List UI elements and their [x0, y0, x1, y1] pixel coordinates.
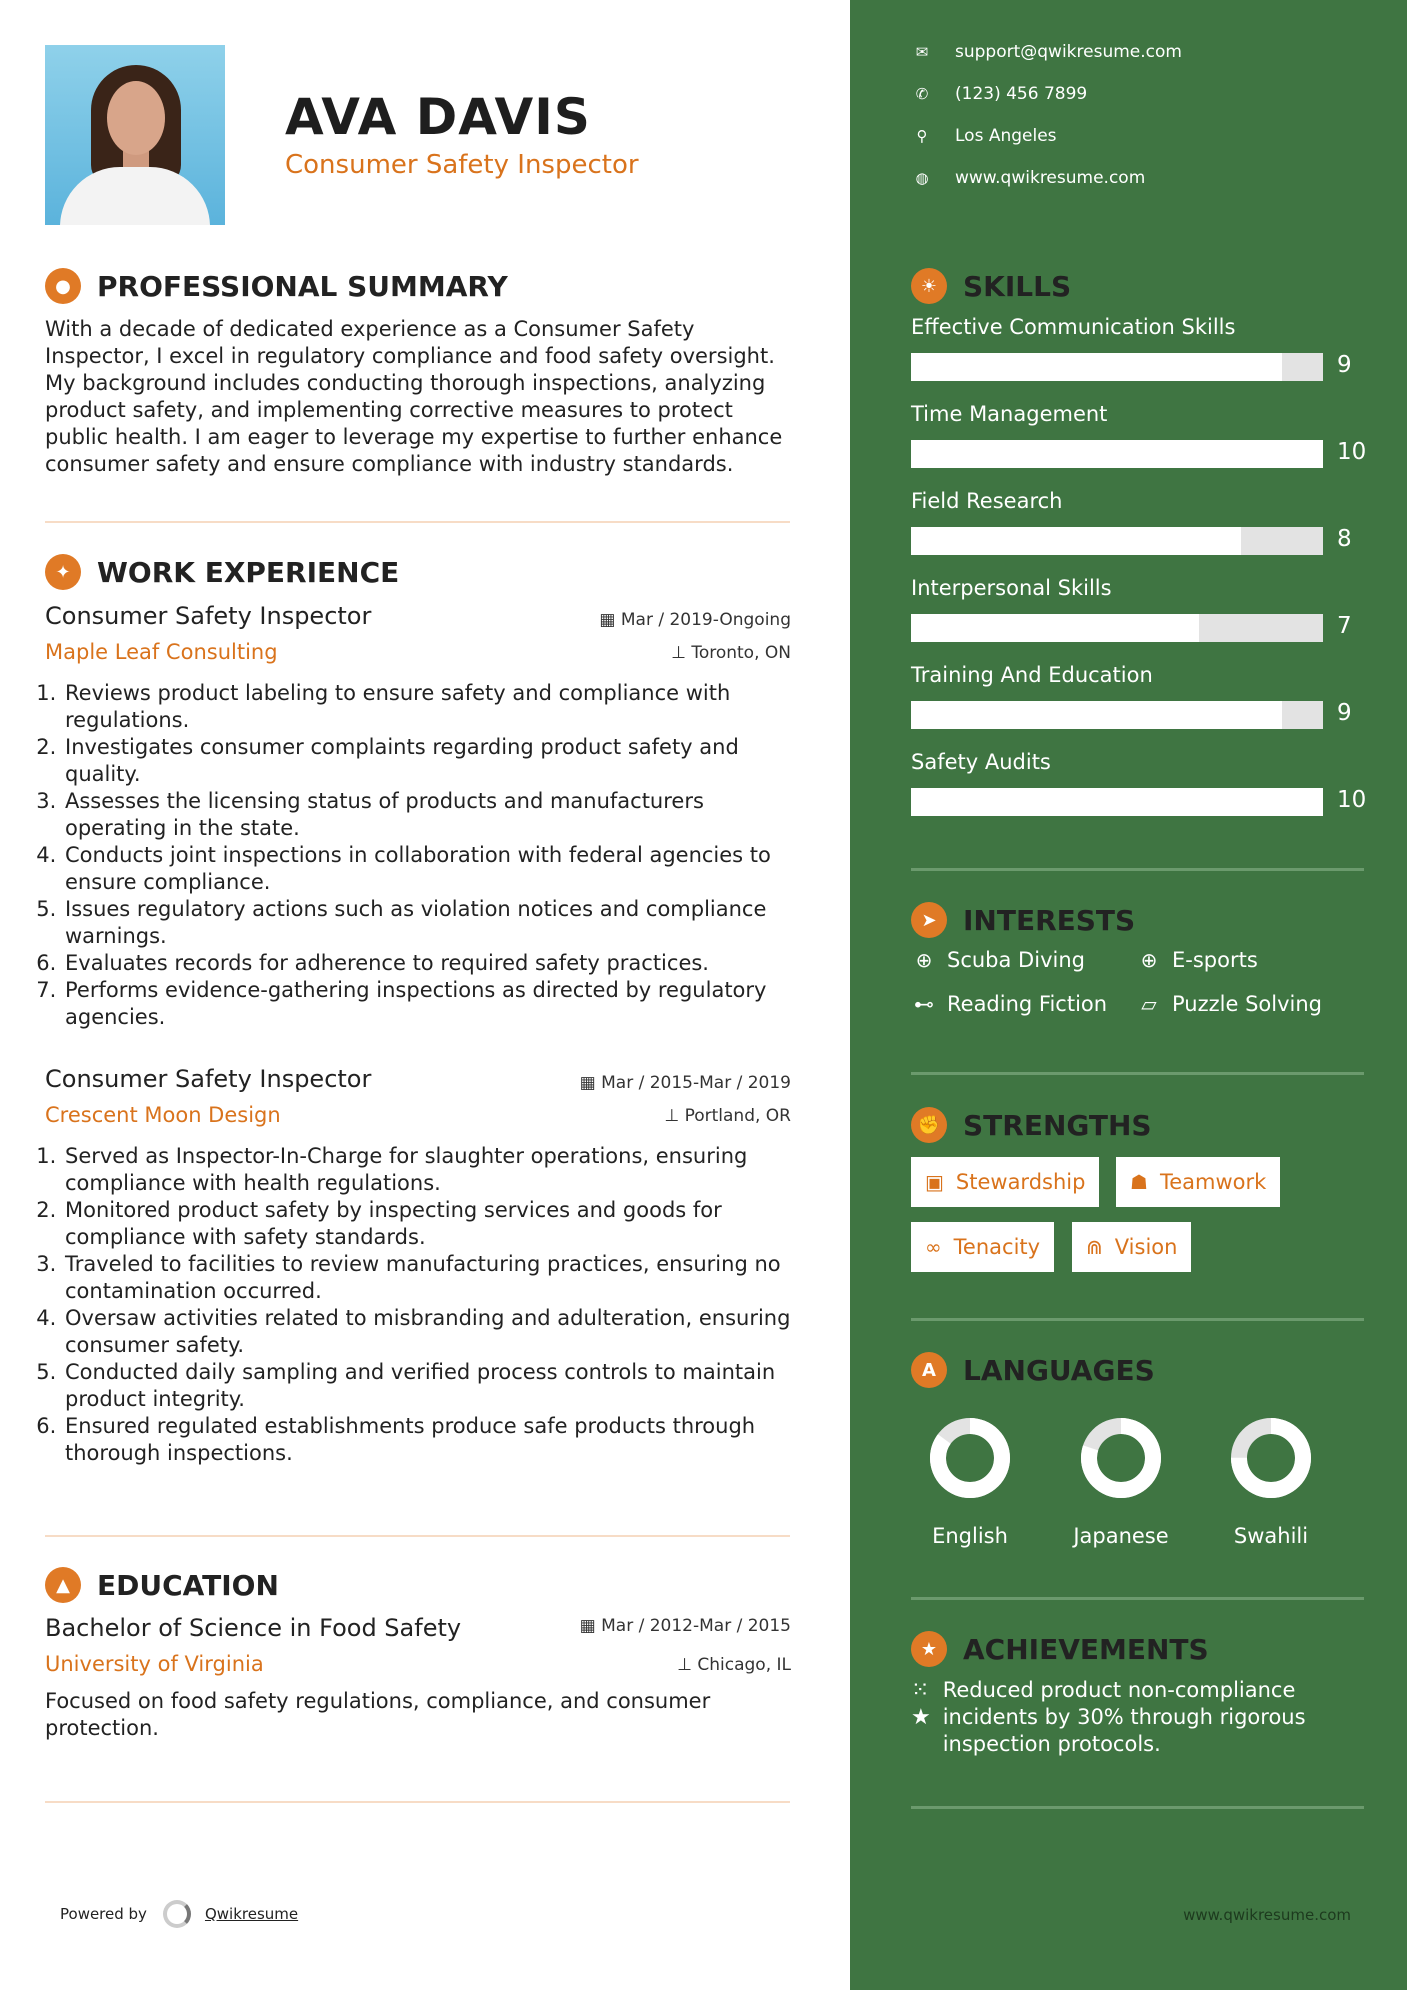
contact-website[interactable] — [911, 168, 1145, 188]
skill-name: Safety Audits — [911, 750, 1051, 774]
footer-website[interactable]: www.qwikresume.com — [1183, 1906, 1351, 1924]
language-ring — [928, 1416, 1012, 1500]
duty-item: 4. Conducts joint inspections in collaboration with federal agencies to ensure compliance. — [63, 842, 803, 896]
skills-heading — [911, 268, 1071, 304]
sidebar-divider — [911, 1318, 1364, 1321]
education-heading — [45, 1567, 279, 1603]
strengths-title: STRENGTHS — [963, 1108, 1152, 1142]
phone-icon: ✆ — [915, 85, 929, 103]
contact-email[interactable] — [911, 42, 1182, 62]
duty-item: 4. Oversaw activities related to misbranding and adulteration, ensuring consumer safety. — [63, 1305, 803, 1359]
users-icon: ☗ — [1130, 1170, 1148, 1194]
briefcase-icon: ▣ — [925, 1170, 944, 1194]
job-location-text: Toronto, ON — [691, 643, 791, 663]
interest-item — [911, 948, 1085, 972]
languages-heading — [911, 1352, 1155, 1388]
candidate-name: AVA DAVIS — [285, 88, 591, 146]
summary-text: With a decade of dedicated experience as a Consumer Safety Inspector, I excel in regulatory compliance and food safety oversight. My background includes conducting thorough inspections, analyzing product safety, and implementing corrective measures to protect public health. I am eager to leverage my expertise to further enhance consumer safety and ensure compliance with industry standards. — [45, 317, 783, 476]
contact-website-text: www.qwikresume.com — [955, 168, 1146, 188]
school-name: University of Virginia — [45, 1652, 264, 1676]
degree-title: Bachelor of Science in Food Safety — [45, 1614, 462, 1642]
skills-title: SKILLS — [963, 269, 1072, 303]
section-divider — [45, 521, 790, 523]
interest-item — [1136, 992, 1322, 1016]
pin-icon: ⊥ — [677, 1655, 698, 1675]
interest-label: Scuba Diving — [947, 948, 1085, 972]
job-location — [671, 643, 791, 663]
brand-link[interactable]: Qwikresume — [204, 1905, 299, 1923]
strength-label: Vision — [1114, 1235, 1178, 1259]
lightbulb-icon: ☀ — [911, 268, 947, 304]
duty-item: 5. Issues regulatory actions such as violation notices and compliance warnings. — [63, 896, 803, 950]
job-location — [664, 1106, 791, 1126]
job-company: Maple Leaf Consulting — [45, 640, 278, 664]
duty-item: 7. Performs evidence-gathering inspections as directed by regulatory agencies. — [63, 977, 803, 1031]
experience-heading — [45, 554, 399, 590]
book-icon: ▱ — [1141, 992, 1157, 1016]
skill-value: 10 — [1337, 439, 1367, 465]
sidebar-divider — [911, 1072, 1364, 1075]
skill-bar — [911, 701, 1323, 729]
pin-icon: ⊥ — [671, 643, 692, 663]
skill-name: Field Research — [911, 489, 1063, 513]
education-location — [677, 1655, 791, 1675]
binoculars-icon: ⋒ — [1086, 1235, 1103, 1259]
education-description: Focused on food safety regulations, compliance, and consumer protection. — [45, 1689, 711, 1740]
skill-name: Time Management — [911, 402, 1108, 426]
email-icon: ✉ — [915, 43, 929, 61]
interests-heading — [911, 902, 1135, 938]
duty-item: 2. Investigates consumer complaints regarding product safety and quality. — [63, 734, 803, 788]
skill-value: 8 — [1337, 526, 1352, 552]
strength-label: Stewardship — [955, 1170, 1086, 1194]
interest-label: Reading Fiction — [947, 992, 1108, 1016]
skill-bar — [911, 440, 1323, 468]
duty-item: 3. Assesses the licensing status of products and manufacturers operating in the state. — [63, 788, 803, 842]
fist-icon: ✊ — [911, 1107, 947, 1143]
section-divider — [45, 1535, 790, 1537]
job-duties — [45, 680, 803, 1031]
education-date — [580, 1616, 791, 1636]
language-name: Japanese — [1073, 1524, 1169, 1548]
graduation-cap-icon: ▲ — [45, 1567, 81, 1603]
star-badge-icon: ★ — [911, 1631, 947, 1667]
star-icon: ⁙★ — [911, 1678, 931, 1730]
job-date-text: Mar / 2015-Mar / 2019 — [601, 1073, 791, 1093]
job-duties — [45, 1143, 803, 1467]
language-ring — [1229, 1416, 1313, 1500]
job-date — [599, 610, 791, 630]
powered-by — [60, 1900, 298, 1928]
sidebar-divider — [911, 868, 1364, 871]
qwikresume-logo-icon — [163, 1900, 191, 1928]
skill-bar — [911, 614, 1323, 642]
skill-bar-fill — [911, 440, 1323, 468]
strength-badge — [911, 1157, 1099, 1207]
summary-title: PROFESSIONAL SUMMARY — [97, 269, 508, 303]
education-title: EDUCATION — [97, 1568, 279, 1602]
contact-location-text: Los Angeles — [955, 126, 1057, 146]
duty-item: 6. Evaluates records for adherence to required safety practices. — [63, 950, 803, 977]
duty-item: 3. Traveled to facilities to review manufacturing practices, ensuring no contamination occurred. — [63, 1251, 803, 1305]
paper-plane-icon: ➤ — [911, 902, 947, 938]
education-location-text: Chicago, IL — [697, 1655, 791, 1675]
profile-photo — [45, 45, 225, 225]
interests-title: INTERESTS — [963, 903, 1136, 937]
gamepad-icon: ⊷ — [914, 992, 934, 1016]
skill-bar-fill — [911, 614, 1199, 642]
contact-phone[interactable] — [911, 84, 1087, 104]
skill-value: 9 — [1337, 352, 1352, 378]
location-icon: ⚲ — [916, 127, 928, 145]
skill-value: 7 — [1337, 613, 1352, 639]
skill-value: 9 — [1337, 700, 1352, 726]
achievements-title: ACHIEVEMENTS — [963, 1632, 1209, 1666]
skill-bar — [911, 353, 1323, 381]
languages-title: LANGUAGES — [963, 1353, 1155, 1387]
skill-bar — [911, 788, 1323, 816]
interest-item — [911, 992, 1107, 1016]
language-name: English — [932, 1524, 1008, 1548]
duty-item: 5. Conducted daily sampling and verified process controls to maintain product integrity. — [63, 1359, 803, 1413]
duty-item: 1. Served as Inspector-In-Charge for slaughter operations, ensuring compliance with health regulations. — [63, 1143, 803, 1197]
language-name: Swahili — [1233, 1524, 1309, 1548]
strengths-heading — [911, 1107, 1152, 1143]
strength-badge — [1072, 1222, 1191, 1272]
summary-heading — [45, 268, 508, 304]
language-item — [1211, 1416, 1331, 1548]
duty-item: 2. Monitored product safety by inspecting services and goods for compliance with safety standards. — [63, 1197, 803, 1251]
job-title: Consumer Safety Inspector — [45, 1065, 372, 1093]
achievement-item — [911, 1677, 1331, 1758]
briefcase-icon: ✦ — [45, 554, 81, 590]
achievements-heading — [911, 1631, 1209, 1667]
link-icon: ∞ — [925, 1235, 942, 1259]
lifebuoy-icon: ⊕ — [915, 948, 933, 972]
skill-bar-fill — [911, 788, 1323, 816]
skill-name: Training And Education — [911, 663, 1153, 687]
language-item — [910, 1416, 1030, 1548]
skill-name: Effective Communication Skills — [911, 315, 1236, 339]
job-title: Consumer Safety Inspector — [45, 602, 372, 630]
sidebar-divider — [911, 1806, 1364, 1809]
education-date-text: Mar / 2012-Mar / 2015 — [601, 1616, 791, 1636]
language-ring — [1079, 1416, 1163, 1500]
job-company: Crescent Moon Design — [45, 1103, 281, 1127]
strength-badge — [1116, 1157, 1280, 1207]
contact-phone-text: (123) 456 7899 — [955, 84, 1088, 104]
duty-item: 6. Ensured regulated establishments produce safe products through thorough inspections. — [63, 1413, 803, 1467]
calendar-icon: ▦ — [599, 610, 621, 630]
skill-value: 10 — [1337, 787, 1367, 813]
job-date-text: Mar / 2019-Ongoing — [620, 610, 791, 630]
calendar-icon: ▦ — [579, 1073, 602, 1093]
interest-item — [1136, 948, 1258, 972]
interest-label: E-sports — [1172, 948, 1258, 972]
strength-label: Tenacity — [953, 1235, 1041, 1259]
section-divider — [45, 1801, 790, 1803]
globe-icon: ◍ — [915, 169, 929, 187]
skill-bar-fill — [911, 701, 1282, 729]
skill-bar-fill — [911, 527, 1241, 555]
calendar-icon: ▦ — [579, 1616, 602, 1636]
job-date — [580, 1073, 791, 1093]
candidate-role: Consumer Safety Inspector — [285, 150, 639, 180]
strength-badge — [911, 1222, 1054, 1272]
pin-icon: ⊥ — [664, 1106, 685, 1126]
user-icon: ● — [45, 268, 81, 304]
language-icon: A — [911, 1352, 947, 1388]
interest-label: Puzzle Solving — [1172, 992, 1322, 1016]
strength-label: Teamwork — [1159, 1170, 1267, 1194]
contact-location — [911, 126, 1057, 146]
skill-bar-fill — [911, 353, 1282, 381]
powered-by-label: Powered by — [60, 1905, 147, 1923]
lifebuoy-icon: ⊕ — [1140, 948, 1158, 972]
duty-item: 1. Reviews product labeling to ensure safety and compliance with regulations. — [63, 680, 803, 734]
achievement-text: Reduced product non-compliance incidents by 30% through rigorous inspection protocols. — [942, 1678, 1306, 1756]
contact-email-text: support@qwikresume.com — [955, 42, 1182, 62]
job-location-text: Portland, OR — [684, 1106, 791, 1126]
skill-name: Interpersonal Skills — [911, 576, 1112, 600]
language-item — [1061, 1416, 1181, 1548]
experience-title: WORK EXPERIENCE — [97, 555, 400, 589]
skill-bar — [911, 527, 1323, 555]
sidebar-divider — [911, 1597, 1364, 1600]
